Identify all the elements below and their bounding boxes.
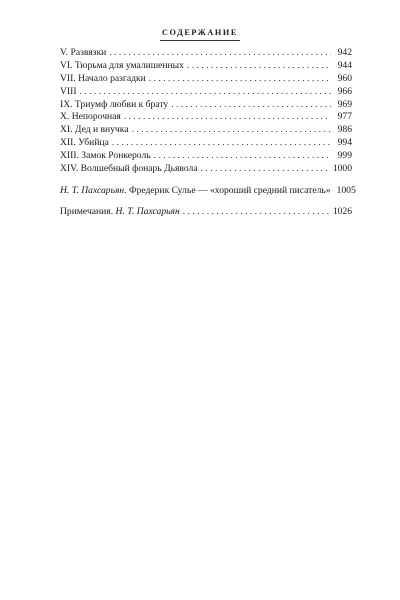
toc-entry[interactable] bbox=[60, 163, 352, 176]
dot-leader bbox=[187, 60, 331, 73]
dot-leader bbox=[80, 86, 331, 99]
toc-entry[interactable] bbox=[60, 86, 352, 99]
section-gap bbox=[60, 176, 352, 185]
dot-leader bbox=[132, 124, 331, 137]
page-title: СОДЕРЖАНИЕ bbox=[162, 28, 238, 37]
dot-leader bbox=[109, 47, 331, 60]
chapter-list bbox=[60, 47, 352, 176]
title-underline bbox=[160, 40, 240, 41]
dot-leader bbox=[149, 73, 331, 86]
dot-leader bbox=[124, 111, 331, 124]
essay-author: Н. Т. Пахсарьян bbox=[60, 184, 125, 196]
toc-entry-title: V. Развязки bbox=[60, 47, 107, 58]
toc-entry[interactable] bbox=[60, 111, 352, 124]
toc-entry-title: X. Непорочная bbox=[60, 111, 121, 123]
table-of-contents bbox=[60, 47, 356, 219]
toc-page-number: 960 bbox=[337, 72, 352, 84]
section-gap bbox=[60, 198, 352, 206]
toc-page-number: 994 bbox=[337, 137, 352, 149]
toc-page-number: 986 bbox=[337, 124, 352, 136]
toc-page-number: 1026 bbox=[332, 205, 352, 217]
toc-entry-notes[interactable] bbox=[60, 206, 352, 219]
toc-entry[interactable] bbox=[60, 73, 352, 86]
toc-entry[interactable] bbox=[60, 124, 352, 137]
toc-entry[interactable] bbox=[60, 99, 352, 112]
notes-author: Н. Т. Пахсарьян bbox=[115, 205, 180, 217]
toc-page-number: 966 bbox=[337, 85, 352, 97]
toc-entry-title: IX. Триумф любви к брату bbox=[60, 98, 169, 110]
toc-entry-title: XIII. Замок Ронкероль bbox=[60, 150, 151, 162]
toc-entry[interactable] bbox=[60, 137, 352, 150]
dot-leader bbox=[201, 163, 330, 176]
toc-page-number: 977 bbox=[337, 111, 352, 123]
dot-leader bbox=[112, 137, 331, 150]
toc-entry-title bbox=[60, 206, 180, 219]
notes-label: Примечания. bbox=[60, 205, 116, 217]
toc-entry[interactable] bbox=[60, 60, 352, 73]
toc-page-number: 942 bbox=[337, 47, 352, 58]
toc-entry-title: XI. Дед и внучка bbox=[60, 124, 129, 136]
toc-page-number: 1000 bbox=[332, 163, 352, 175]
toc-entry-essay[interactable] bbox=[60, 184, 356, 198]
toc-entry-title: VI. Тюрьма для умалишенных bbox=[60, 59, 184, 71]
dot-leader bbox=[171, 99, 331, 112]
toc-page-number: 969 bbox=[337, 98, 352, 110]
toc-page-number: 944 bbox=[337, 59, 352, 71]
dot-leader bbox=[154, 150, 331, 163]
dot-leader bbox=[183, 206, 330, 219]
toc-entry-title: XII. Убийца bbox=[60, 137, 109, 149]
toc-page-number: 999 bbox=[337, 150, 352, 162]
toc-entry-title: VIII bbox=[60, 85, 77, 97]
toc-entry-title: XIV. Волшебный фонарь Дьявола bbox=[60, 163, 198, 175]
toc-entry[interactable] bbox=[60, 150, 352, 163]
toc-entry-title bbox=[60, 185, 331, 198]
essay-title: . Фредерик Сулье — «хороший средний писатель» bbox=[124, 184, 331, 196]
toc-entry[interactable] bbox=[60, 47, 352, 60]
toc-page-number: 1005 bbox=[336, 184, 356, 196]
toc-entry-title: VII. Начало разгадки bbox=[60, 72, 146, 84]
